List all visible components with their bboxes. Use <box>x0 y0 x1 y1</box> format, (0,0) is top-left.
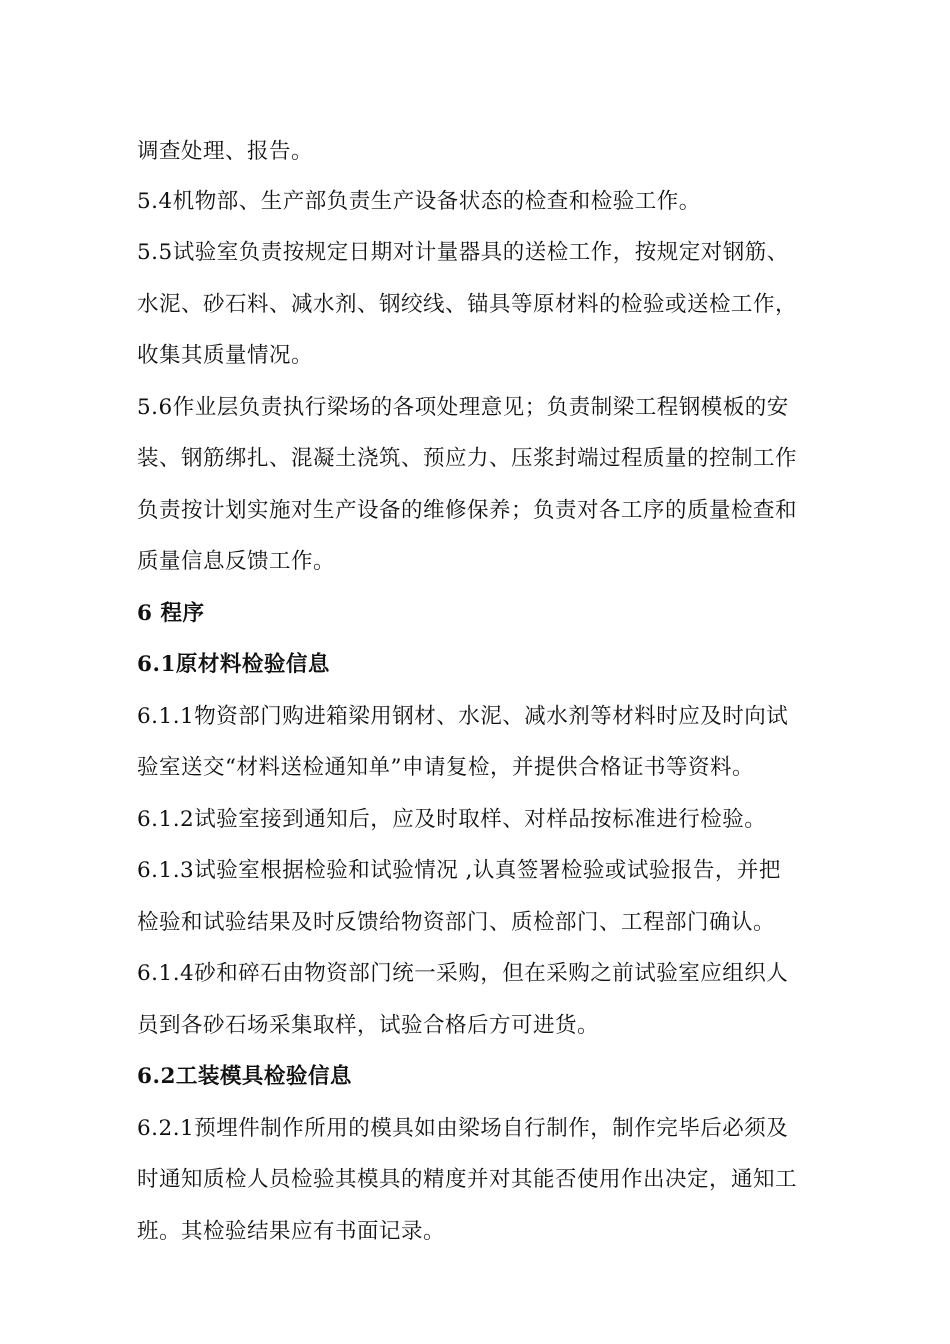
clause-5-4: 5.4机物部、生产部负责生产设备状态的检查和检验工作。 <box>137 189 701 214</box>
clause-6-1-3: 6.1.3试验室根据检验和试验情况 ,认真签署检验或试验报告，并把 <box>137 858 781 883</box>
body-text-line: 负责按计划实施对生产设备的维修保养；负责对各工序的质量检查和 <box>137 498 798 523</box>
body-text-line: 收集其质量情况。 <box>137 343 314 368</box>
clause-6-2-1: 6.2.1预埋件制作所用的模具如由梁场自行制作，制作完毕后必须及 <box>137 1116 789 1141</box>
section-heading-6-1: 6.1原材料检验信息 <box>137 652 330 677</box>
clause-5-5: 5.5试验室负责按规定日期对计量器具的送检工作，按规定对钢筋、 <box>137 240 789 265</box>
body-text-line: 验室送交“材料送检通知单”申请复检，并提供合格证书等资料。 <box>137 755 754 780</box>
body-text-line: 检验和试验结果及时反馈给物资部门、质检部门、工程部门确认。 <box>137 910 776 935</box>
clause-6-1-2: 6.1.2试验室接到通知后，应及时取样、对样品按标准进行检验。 <box>137 807 767 832</box>
body-text-line: 班。其检验结果应有书面记录。 <box>137 1219 446 1244</box>
body-text-line: 员到各砂石场采集取样，试验合格后方可进货。 <box>137 1013 600 1038</box>
body-text-line: 水泥、砂石料、减水剂、钢绞线、锚具等原材料的检验或送检工作， <box>137 292 798 317</box>
body-text-line: 质量信息反馈工作。 <box>137 549 336 574</box>
clause-6-1-1: 6.1.1物资部门购进箱梁用钢材、水泥、减水剂等材料时应及时向试 <box>137 704 789 729</box>
clause-5-6: 5.6作业层负责执行梁场的各项处理意见；负责制梁工程钢模板的安 <box>137 395 789 420</box>
body-text-line: 调查处理、报告。 <box>137 139 314 164</box>
section-heading-6: 6 程序 <box>137 601 205 626</box>
clause-6-1-4: 6.1.4砂和碎石由物资部门统一采购，但在采购之前试验室应组织人 <box>137 961 789 986</box>
body-text-line: 装、钢筋绑扎、混凝土浇筑、预应力、压浆封端过程质量的控制工作 <box>137 446 798 471</box>
section-heading-6-2: 6.2工装模具检验信息 <box>137 1064 352 1089</box>
body-text-line: 时通知质检人员检验其模具的精度并对其能否使用作出决定，通知工 <box>137 1167 798 1192</box>
